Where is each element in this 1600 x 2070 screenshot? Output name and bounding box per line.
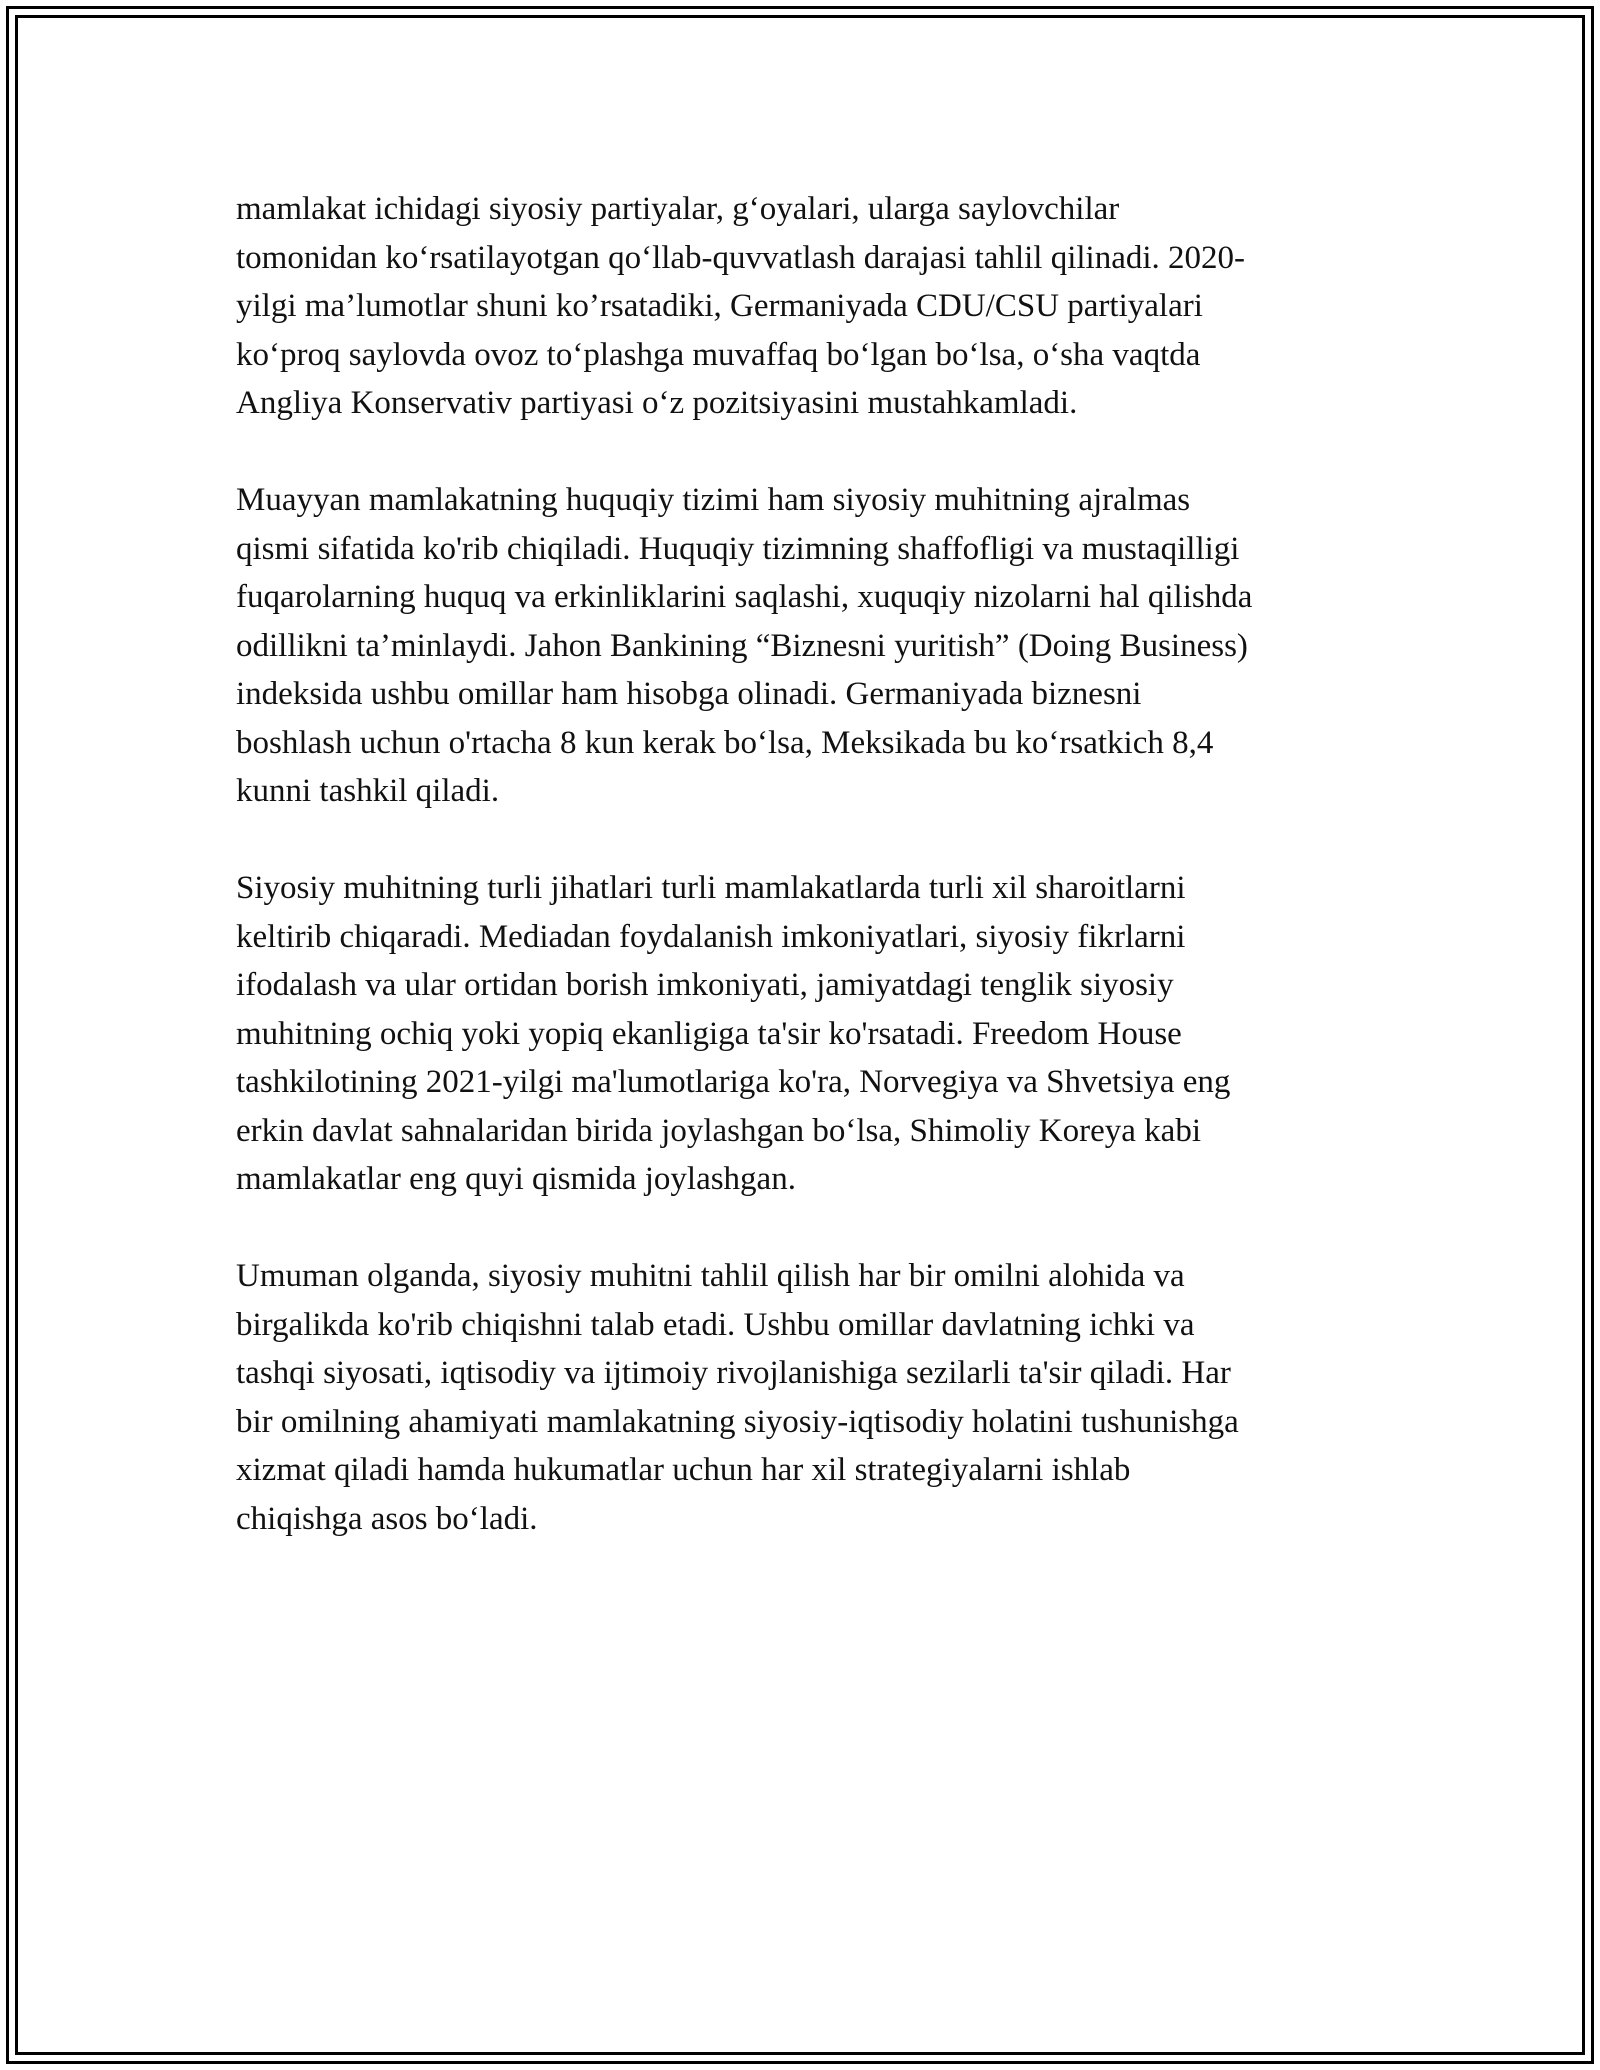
text-line: Angliya Konservativ partiyasi o‘z pozitsiyasini mustahkamladi.	[236, 385, 1078, 421]
paragraph-political-environment	[236, 864, 1376, 1204]
text-line: muhitning ochiq yoki yopiq ekanligiga ta'sir ko'rsatadi. Freedom House	[236, 1015, 1182, 1052]
text-line: kunni tashkil qiladi.	[236, 773, 500, 809]
paragraph-legal-system	[236, 476, 1376, 816]
text-line: ifodalash va ular ortidan borish imkoniyati, jamiyatdagi tenglik siyosiy	[236, 967, 1174, 1003]
text-line: indeksida ushbu omillar ham hisobga olinadi. Germaniyada biznesni	[236, 676, 1142, 712]
text-line: Muayyan mamlakatning huquqiy tizimi ham siyosiy muhitning ajralmas	[236, 482, 1191, 518]
text-line: mamlakatlar eng quyi qismida joylashgan.	[236, 1161, 796, 1197]
paragraph-political-parties	[236, 185, 1376, 428]
text-line: chiqishga asos bo‘ladi.	[236, 1500, 538, 1537]
text-line: mamlakat ichidagi siyosiy partiyalar, g‘oyalari, ularga saylovchilar	[236, 191, 1120, 227]
text-line: fuqarolarning huquq va erkinliklarini saqlashi, xuquqiy nizolarni hal qilishda	[236, 579, 1253, 615]
paragraph-conclusion	[236, 1252, 1376, 1543]
text-line: bir omilning ahamiyati mamlakatning siyosiy-iqtisodiy holatini tushunishga	[236, 1403, 1239, 1440]
text-line: erkin davlat sahnalaridan birida joylashgan bo‘lsa, Shimoliy Koreya kabi	[236, 1112, 1201, 1149]
text-line: tomonidan ko‘rsatilayotgan qo‘llab-quvvatlash darajasi tahlil qilinadi. 2020-	[236, 239, 1246, 276]
text-line: birgalikda ko'rib chiqishni talab etadi. Ushbu omillar davlatning ichki va	[236, 1306, 1195, 1343]
text-line: boshlash uchun o'rtacha 8 kun kerak bo‘lsa, Meksikada bu ko‘rsatkich 8,4	[236, 724, 1214, 761]
text-line: qismi sifatida ko'rib chiqiladi. Huquqiy tizimning shaffofligi va mustaqilligi	[236, 530, 1240, 567]
text-line: yilgi ma’lumotlar shuni ko’rsatadiki, Germaniyada CDU/CSU partiyalari	[236, 288, 1203, 324]
text-line: Umuman olganda, siyosiy muhitni tahlil qilish har bir omilni alohida va	[236, 1258, 1185, 1294]
text-line: tashkilotining 2021-yilgi ma'lumotlariga ko'ra, Norvegiya va Shvetsiya eng	[236, 1064, 1231, 1100]
document-body	[236, 185, 1376, 1592]
text-line: odillikni ta’minlaydi. Jahon Bankining “Biznesni yuritish” (Doing Business)	[236, 627, 1248, 664]
text-line: tashqi siyosati, iqtisodiy va ijtimoiy rivojlanishiga sezilarli ta'sir qiladi. Har	[236, 1355, 1231, 1391]
text-line: Siyosiy muhitning turli jihatlari turli mamlakatlarda turli xil sharoitlarni	[236, 870, 1186, 906]
text-line: xizmat qiladi hamda hukumatlar uchun har xil strategiyalarni ishlab	[236, 1452, 1131, 1488]
text-line: ko‘proq saylovda ovoz to‘plashga muvaffaq bo‘lgan bo‘lsa, o‘sha vaqtda	[236, 336, 1201, 373]
text-line: keltirib chiqaradi. Mediadan foydalanish imkoniyatlari, siyosiy fikrlarni	[236, 918, 1186, 955]
